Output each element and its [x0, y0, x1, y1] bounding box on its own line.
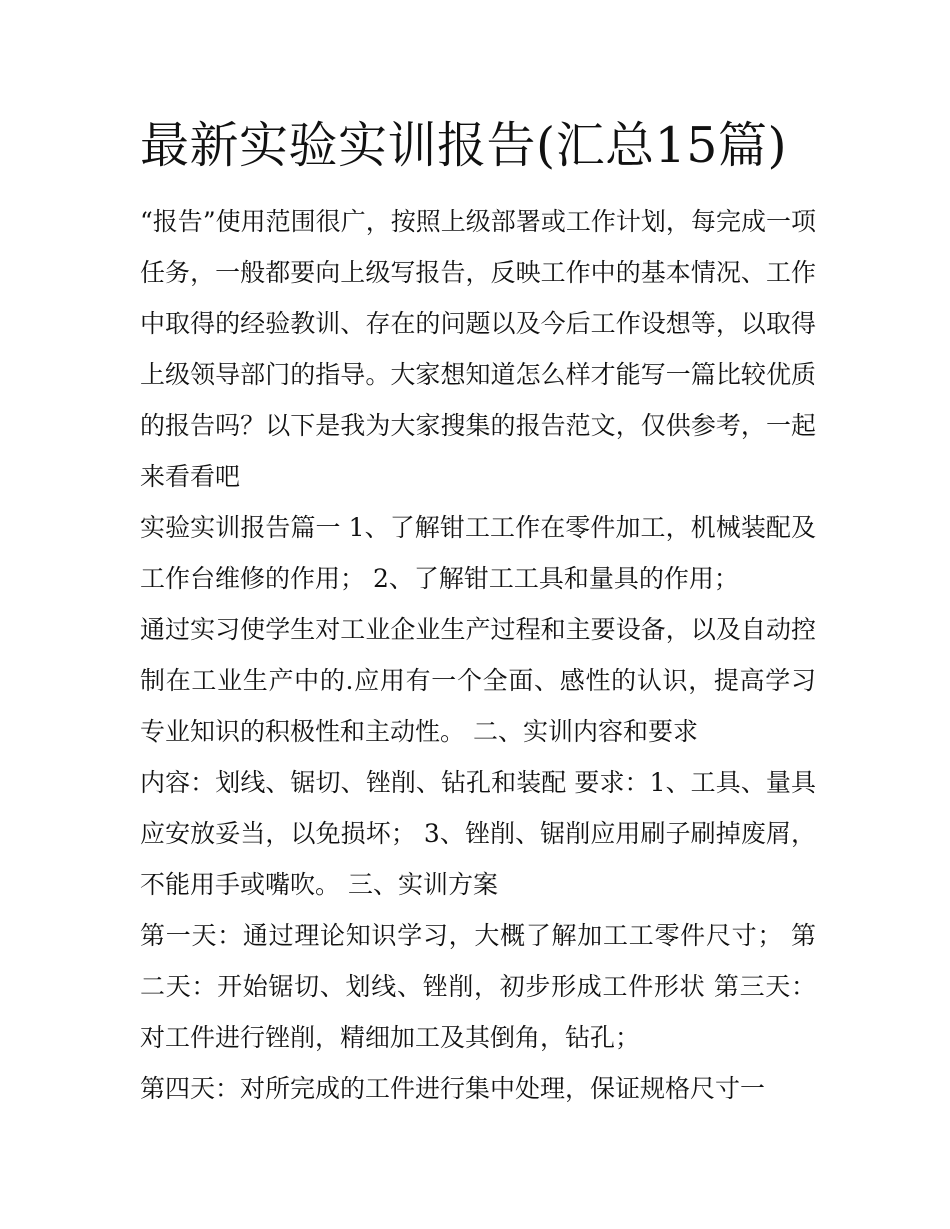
- paragraph-intro: “报告”使用范围很广，按照上级部署或工作计划，每完成一项任务，一般都要向上级写报告，反映工作中的基本情况、工作中取得的经验教训、存在的问题以及今后工作设想等，以取得上级领导部门的指导。大家想知道怎么样才能写一篇比较优质的报告吗？以下是我为大家搜集的报告范文，仅供参考，一起来看看吧: [140, 207, 816, 491]
- paragraph-report-one: 实验实训报告篇一 1、了解钳工工作在零件加工，机械装配及工作台维修的作用； 2、了解钳工工具和量具的作用；: [140, 513, 816, 593]
- paragraph-purpose: 通过实习使学生对工业企业生产过程和主要设备，以及自动控制在工业生产中的.应用有一个全面、感性的认识，提高学习专业知识的积极性和主动性。 二、实训内容和要求: [140, 615, 816, 746]
- document-title: 最新实验实训报告(汇总15篇): [140, 117, 788, 174]
- document-body: [140, 196, 816, 1114]
- paragraph-requirements: 内容：划线、锯切、锉削、钻孔和装配 要求：1、工具、量具应安放妥当，以免损坏； 3、锉削、锯削应用刷子刷掉废屑，不能用手或嘴吹。 三、实训方案: [140, 768, 816, 899]
- paragraph-day-four: 第四天：对所完成的工件进行集中处理，保证规格尺寸一: [140, 1074, 766, 1103]
- paragraph-schedule: 第一天：通过理论知识学习，大概了解加工工零件尺寸； 第二天：开始锯切、划线、锉削，初步形成工件形状 第三天：对工件进行锉削，精细加工及其倒角，钻孔；: [140, 921, 816, 1052]
